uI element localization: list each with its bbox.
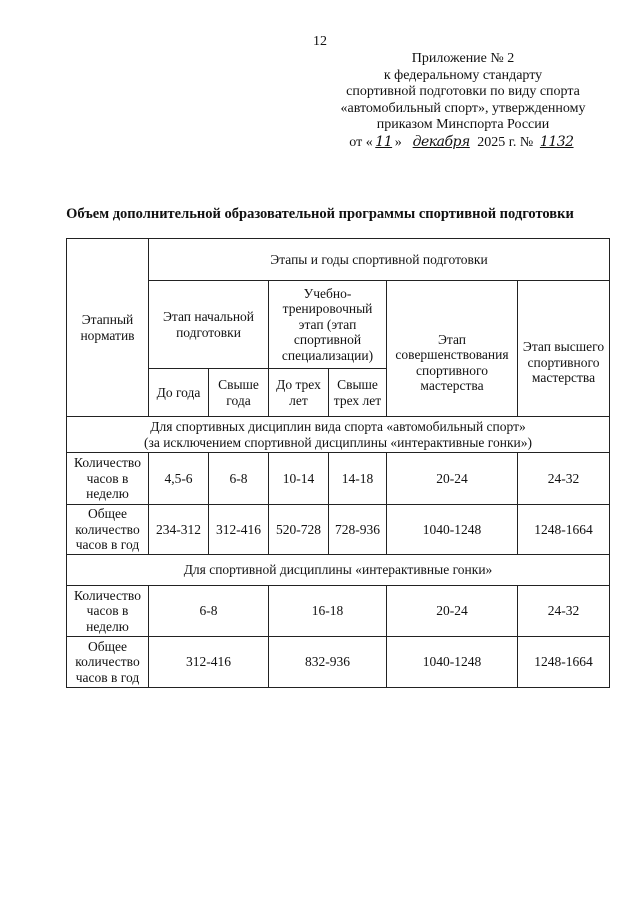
section-1-line-1: Для спортивных дисциплин вида спорта «автомобильный спорт»: [150, 419, 526, 434]
annex-line-3: спортивной подготовки по виду спорта: [346, 84, 580, 99]
header-stage-highest: Этап высшего спортивного мастерства: [518, 281, 610, 417]
cell-value: 24-32: [518, 453, 610, 505]
header-over-year: Свыше года: [209, 369, 269, 417]
cell-value: 832-936: [269, 637, 387, 688]
section-1-row: [67, 417, 610, 453]
header-up-to-three: До трех лет: [269, 369, 329, 417]
section-2-title: Для спортивной дисциплины «интерактивные гонки»: [67, 555, 610, 586]
document-title: Объем дополнительной образовательной программы спортивной подготовки: [66, 206, 574, 222]
handwritten-order-number: 1132: [539, 133, 574, 150]
cell-value: 1248-1664: [518, 637, 610, 688]
page-number: 12: [313, 34, 327, 49]
section-1-title: [67, 417, 610, 453]
annex-line-2: к федеральному стандарту: [383, 67, 543, 83]
cell-value: 312-416: [209, 505, 269, 555]
cell-value: 20-24: [387, 453, 518, 505]
cell-value: 1040-1248: [387, 637, 518, 688]
cell-value: 6-8: [209, 453, 269, 505]
cell-value: 1040-1248: [387, 505, 518, 555]
header-up-to-year: До года: [149, 369, 209, 417]
header-stage-training: Учебно-тренировочный этап (этап спортивной специализации): [269, 281, 387, 369]
cell-value: 312-416: [149, 637, 269, 688]
table-row: [67, 505, 610, 555]
cell-value: 234-312: [149, 505, 209, 555]
header-stage-initial: Этап начальной подготовки: [149, 281, 269, 369]
cell-value: 20-24: [387, 586, 518, 637]
row-label: Общее количество часов в год: [67, 637, 149, 688]
annex-date-line: [300, 134, 626, 152]
annex-block: [300, 51, 626, 151]
row-label: Количество часов в неделю: [67, 453, 149, 505]
table-row: [67, 586, 610, 637]
header-norm: Этапный норматив: [67, 239, 149, 417]
cell-value: 10-14: [269, 453, 329, 505]
cell-value: 6-8: [149, 586, 269, 637]
cell-value: 14-18: [329, 453, 387, 505]
section-2-row: [67, 555, 610, 586]
handwritten-day: 11: [375, 133, 393, 150]
cell-value: 1248-1664: [518, 505, 610, 555]
section-1-line-2: (за исключением спортивной дисциплины «интерактивные гонки»): [144, 434, 532, 450]
handwritten-month: декабря: [412, 133, 470, 150]
training-volume-table: [66, 238, 610, 688]
cell-value: 520-728: [269, 505, 329, 555]
table-row: [67, 453, 610, 505]
annex-line-1: Приложение № 2: [411, 51, 515, 66]
cell-value: 16-18: [269, 586, 387, 637]
row-label: Общее количество часов в год: [67, 505, 149, 555]
annex-line-5: приказом Минспорта России: [376, 117, 550, 132]
header-over-three: Свыше трех лет: [329, 369, 387, 417]
header-stage-improvement: Этап совершенствования спортивного мастерства: [387, 281, 518, 417]
header-row-2: [67, 281, 610, 369]
date-year: 2025 г. №: [477, 134, 534, 150]
header-stages: Этапы и годы спортивной подготовки: [149, 239, 610, 281]
cell-value: 24-32: [518, 586, 610, 637]
cell-value: 4,5-6: [149, 453, 209, 505]
header-row-1: [67, 239, 610, 281]
date-prefix: от «: [349, 134, 373, 150]
annex-line-4: «автомобильный спорт», утвержденному: [340, 100, 586, 116]
date-mid: »: [394, 134, 402, 150]
table-row: [67, 637, 610, 688]
cell-value: 728-936: [329, 505, 387, 555]
row-label: Количество часов в неделю: [67, 586, 149, 637]
